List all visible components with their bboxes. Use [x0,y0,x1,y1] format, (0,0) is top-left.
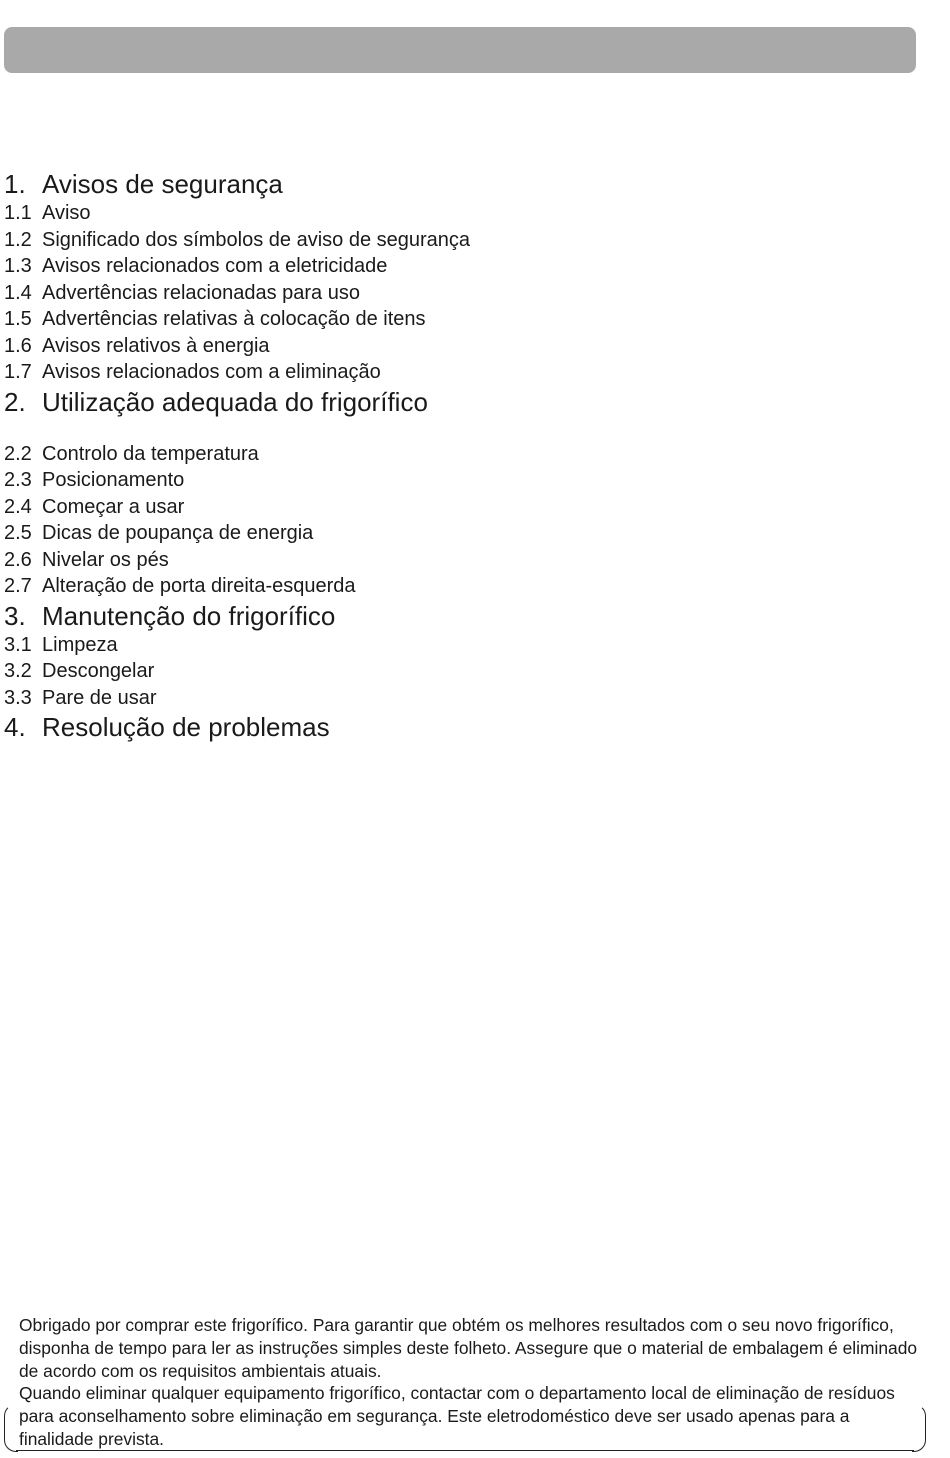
intro-paragraph: Quando eliminar qualquer equipamento frigorífico, contactar com o departamento local de eliminação de resíduos para aconselhamento sobre eliminação em segurança. Este eletrodoméstico deve ser usado apenas para a finalidade prevista. [19,1383,895,1449]
toc-section-heading [4,386,904,418]
toc-label: Advertências relativas à colocação de itens [42,308,426,330]
toc-label: Descongelar [42,660,155,682]
toc-label: Dicas de poupança de energia [42,522,314,544]
toc-number: 2.3 [4,469,32,491]
toc-subsection-item [4,227,904,254]
toc-number: 1.2 [4,228,32,251]
toc-label: Pare de usar [42,686,157,709]
toc-number: 3. [4,600,26,631]
toc-label: Posicionamento [42,469,185,491]
toc-label: Nivelar os pés [42,548,169,571]
toc-label: Avisos relativos à energia [42,334,270,357]
toc-label: Limpeza [42,633,118,656]
toc-number: 1.1 [4,202,32,224]
toc-subsection-item [4,200,904,227]
toc-number: 2.2 [4,442,32,465]
intro-paragraph: Obrigado por comprar este frigorífico. Para garantir que obtém os melhores resultados com o seu novo frigorífico, disponha de tempo para ler as instruções simples deste folheto. Assegure que o material de embalagem é eliminado de acordo com os requisitos ambientais atuais. [19,1315,918,1381]
toc-subsection-item [4,547,904,574]
intro-text [19,1314,919,1451]
toc-label: Significado dos símbolos de aviso de segurança [42,228,471,251]
toc-number: 1.7 [4,361,32,383]
toc-subsection-item [4,333,904,360]
toc-spacer [4,418,904,441]
toc-subsection-item [4,467,904,494]
toc-number: 1.4 [4,281,32,304]
toc-section-heading [4,600,904,632]
toc-subsection-item [4,253,904,280]
table-of-contents [4,168,904,743]
toc-number: 1. [4,169,26,199]
toc-number: 4. [4,712,26,742]
toc-section-heading [4,711,904,743]
toc-number: 2.5 [4,522,32,544]
toc-label: Resolução de problemas [42,712,330,742]
toc-subsection-item [4,494,904,521]
toc-label: Começar a usar [42,495,185,518]
toc-label: Avisos relacionados com a eliminação [42,361,381,383]
toc-subsection-item [4,658,904,685]
toc-number: 2.7 [4,575,32,597]
toc-section-heading [4,168,904,200]
toc-label: Avisos de segurança [42,169,283,199]
toc-subsection-item [4,632,904,659]
toc-subsection-item [4,685,904,712]
frame-bottom-line [16,1450,914,1451]
toc-label: Manutenção do frigorífico [42,600,336,631]
toc-number: 2.6 [4,548,32,571]
toc-subsection-item [4,441,904,468]
toc-subsection-item [4,359,904,386]
frame-left-bracket [4,1404,18,1452]
toc-subsection-item [4,520,904,547]
toc-number: 3.3 [4,686,32,709]
toc-label: Alteração de porta direita-esquerda [42,575,356,597]
toc-number: 1.6 [4,334,32,357]
toc-number: 3.2 [4,660,32,682]
toc-label: Aviso [42,202,91,224]
toc-subsection-item [4,573,904,600]
toc-label: Utilização adequada do frigorífico [42,386,428,417]
frame-right-bracket [912,1404,926,1452]
toc-subsection-item [4,280,904,307]
toc-number: 1.5 [4,308,32,330]
toc-subsection-item [4,306,904,333]
toc-label: Avisos relacionados com a eletricidade [42,255,388,277]
toc-label: Advertências relacionadas para uso [42,281,360,304]
toc-number: 3.1 [4,633,32,656]
toc-number: 2.4 [4,495,32,518]
toc-label: Controlo da temperatura [42,442,259,465]
toc-number: 2. [4,386,26,417]
toc-number: 1.3 [4,255,32,277]
header-bar [4,27,916,73]
